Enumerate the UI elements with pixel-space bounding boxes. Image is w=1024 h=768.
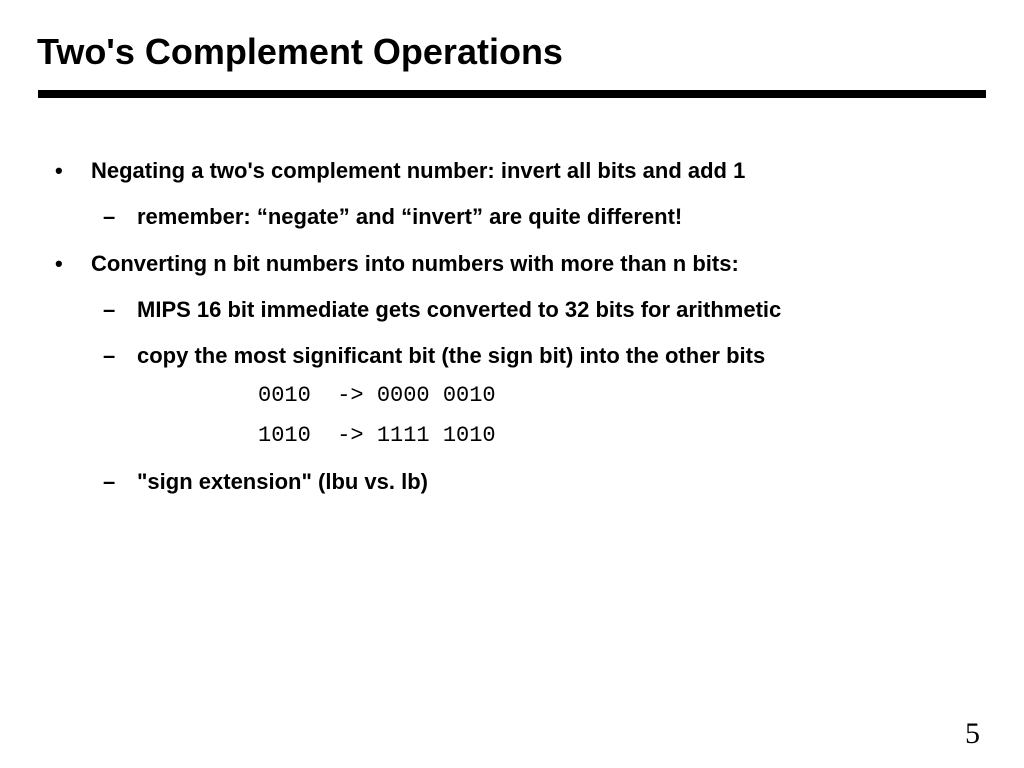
sub-bullet-remember: remember: “negate” and “invert” are quite different! — [137, 204, 683, 229]
bullet-negating: Negating a two's complement number: invert all bits and add 1 — [91, 158, 746, 183]
sub-bullet-sign-extension: "sign extension" (lbu vs. lb) — [137, 469, 429, 494]
example-positive: 0010 -> 0000 0010 — [258, 383, 496, 408]
page-number: 5 — [965, 717, 980, 750]
sub-bullet-marker: – — [103, 297, 116, 322]
sub-bullet-marker: – — [103, 343, 116, 368]
title-divider — [38, 90, 986, 98]
sub-bullet-marker: – — [103, 204, 116, 229]
bullet-marker: • — [55, 251, 63, 276]
slide-title: Two's Complement Operations — [37, 31, 563, 72]
example-negative: 1010 -> 1111 1010 — [258, 423, 496, 448]
sub-bullet-marker: – — [103, 469, 116, 494]
sub-bullet-copy-sign-bit: copy the most significant bit (the sign bit) into the other bits — [137, 343, 766, 368]
bullet-marker: • — [55, 158, 63, 183]
sub-bullet-mips-immediate: MIPS 16 bit immediate gets converted to 32 bits for arithmetic — [137, 297, 782, 322]
bullet-converting: Converting n bit numbers into numbers with more than n bits: — [91, 251, 739, 276]
